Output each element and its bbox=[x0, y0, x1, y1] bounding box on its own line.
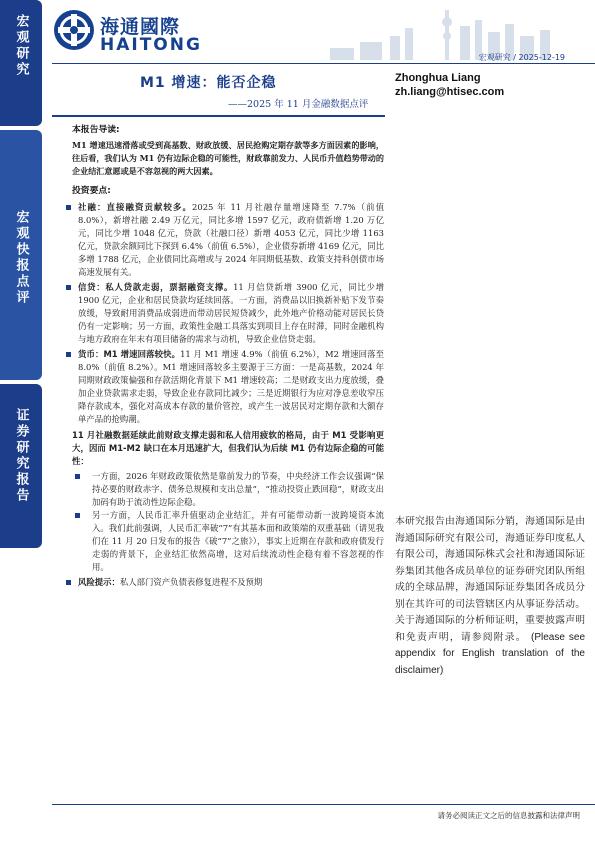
guide-heading: 本报告导读: bbox=[72, 125, 120, 135]
author-name: Zhonghua Liang bbox=[395, 72, 481, 84]
bullet-square-icon bbox=[66, 285, 71, 290]
point-text: 2025 年 11 月社融存量增速降至 7.7%（前值 8.0%），新增社融 2.49 万亿元，同比多增 1597 亿元，政府债新增 1.20 万亿元，同比少增 1048 亿元，贷款（社融口径）新增 4053 亿元，同比少增 1163 亿元，贷款余额同比下探到 6.4%（前值 6.5%），企业债券新增 4169 亿元，同比多增 1788 亿元，企业债同比高增或与 2024 年同期低基数、政策支持科创债市场高速发展有关。 bbox=[78, 201, 384, 277]
haitong-logo bbox=[52, 8, 222, 55]
report-category: 宏观研究 bbox=[478, 53, 511, 62]
report-title: M1 增速：能否企稳 bbox=[140, 75, 277, 91]
logo-en-text: HAITONG bbox=[100, 35, 202, 55]
sidebar-label: 宏观研究 bbox=[13, 14, 29, 78]
report-body bbox=[72, 124, 384, 589]
point-social-financing bbox=[72, 201, 384, 279]
points-heading: 投资要点: bbox=[72, 185, 111, 196]
subpoint-text: 另一方面，人民币汇率升值驱动企业结汇，并有可能带动新一波跨境资本流入。我们此前强调，人民币汇率破“7”有其基本面和政策端的双重基础（请见我们在 11 月 20 日发布的报告《破“7”之旅》），事实上近期在存款和政府债发行走弱的背景下，企业结汇依然高增，这对后续流动性企稳有着不容忽视的作用。 bbox=[92, 509, 384, 572]
point-heading: 社融：直接融资贡献较多。 bbox=[78, 201, 193, 212]
subpoint-fiscal bbox=[72, 470, 384, 509]
subpoint-fx bbox=[72, 509, 384, 574]
bullet-square-icon bbox=[66, 580, 71, 585]
guide-text: M1 增速迅速滑落或受到高基数、财政放缓、居民抢购定期存款等多方面因素的影响，往后看，我们认为 M1 仍有边际企稳的可能性，财政靠前发力、人民币升值趋势带动的企业结汇意愿或是不容忽视的两大因素。 bbox=[72, 140, 384, 177]
risk-warning bbox=[72, 576, 384, 589]
footer-divider bbox=[52, 804, 595, 805]
sidebar-label: 证券研究报告 bbox=[13, 408, 29, 504]
report-date: 2025-12-19 bbox=[518, 53, 565, 62]
sidebar-block-macro-review bbox=[0, 130, 42, 380]
point-money bbox=[72, 348, 384, 426]
point-heading: 货币：M1 增速回落较快。 bbox=[78, 348, 181, 359]
header-divider bbox=[52, 63, 595, 64]
point-text: 11 月信贷新增 3900 亿元，同比少增 1900 亿元，企业和居民贷款均延续回落。一方面，消费品以旧换新补贴下发节奏放缓，导致耐用消费品成弱进而带动居民短贷减少，此外地产价格动能对居民长贷仍有一定影响；另一方面，政策性金融工具落实到项目上存在时滞，同时金融机构与地方政府在年末有项目储备的需求与动机，导致企业信贷走弱。 bbox=[78, 281, 384, 344]
risk-text: 私人部门资产负债表修复进程不及预期 bbox=[119, 576, 263, 587]
point-heading: 信贷：私人贷款走弱，票据融资支撑。 bbox=[78, 281, 234, 292]
sidebar-block-securities-report bbox=[0, 384, 42, 548]
logo-cn-text: 海通國際 bbox=[100, 16, 181, 38]
disclaimer-en: (Please see appendix for English translation of the disclaimer) bbox=[395, 631, 586, 676]
point-credit bbox=[72, 281, 384, 346]
disclaimer bbox=[395, 514, 585, 679]
risk-heading: 风险提示： bbox=[78, 576, 120, 587]
disclaimer-cn: 本研究报告由海通国际分销，海通国际是由海通国际研究有限公司，海通证券印度私人有限公司，海通国际株式会社和海通国际证券集团其他各成员单位的证券研究团队所组成的全球品牌，海通国际证券集团各成员分别在其许可的司法管辖区内从事证券活动。关于海通国际的分析师证明，重要披露声明和免责声明，请参阅附录。 bbox=[395, 516, 585, 643]
bullet-square-icon bbox=[66, 352, 71, 357]
title-rule bbox=[52, 115, 385, 117]
author-info bbox=[395, 71, 504, 99]
bullet-square-icon bbox=[75, 513, 80, 518]
bullet-square-icon bbox=[75, 474, 80, 479]
report-subtitle: ——2025 年 11 月金融数据点评 bbox=[228, 99, 369, 110]
author-email[interactable]: zh.liang@htisec.com bbox=[395, 86, 505, 98]
sidebar-block-macro-research bbox=[0, 0, 42, 126]
haitong-emblem-icon bbox=[52, 8, 96, 52]
footer-notice: 请务必阅读正文之后的信息披露和法律声明 bbox=[437, 811, 580, 820]
subpoint-text: 一方面，2026 年财政政策依然是靠前发力的节奏，中央经济工作会议强调“保持必要的财政赤字、债务总规模和支出总量”，“推动投资止跌回稳”，财政支出加码有助于流动性边际企稳。 bbox=[92, 470, 384, 507]
sidebar-label: 宏观快报点评 bbox=[13, 210, 29, 306]
summary-text: 11 月社融数据延续此前财政支撑走弱和私人信用疲软的格局，由于 M1 受影响更大，因而 M1-M2 缺口在本月迅速扩大，但我们认为后续 M1 仍有边际企稳的可能性： bbox=[72, 429, 384, 466]
point-text: 11 月 M1 增速 4.9%（前值 6.2%），M2 增速回落至 8.0%（前值 8.2%）。M1 增速回落较多主要源于三方面：一是高基数，2024 年同期财政政策偏强和存款活期化背景下 M1 增速较高；二是财政支出力度放缓，叠加企业贷款需求走弱，导致企业存款同比减少；三是近期银行为应对净息差收窄压降存款成本，强化对高成本存款的量价管控，或产生一波居民对定期存款和大额存单产品的抢购潮。 bbox=[78, 348, 385, 424]
sidebar bbox=[0, 0, 42, 841]
bullet-square-icon bbox=[66, 205, 71, 210]
header-meta: 宏观研究 / 2025-12-19 bbox=[478, 53, 565, 62]
